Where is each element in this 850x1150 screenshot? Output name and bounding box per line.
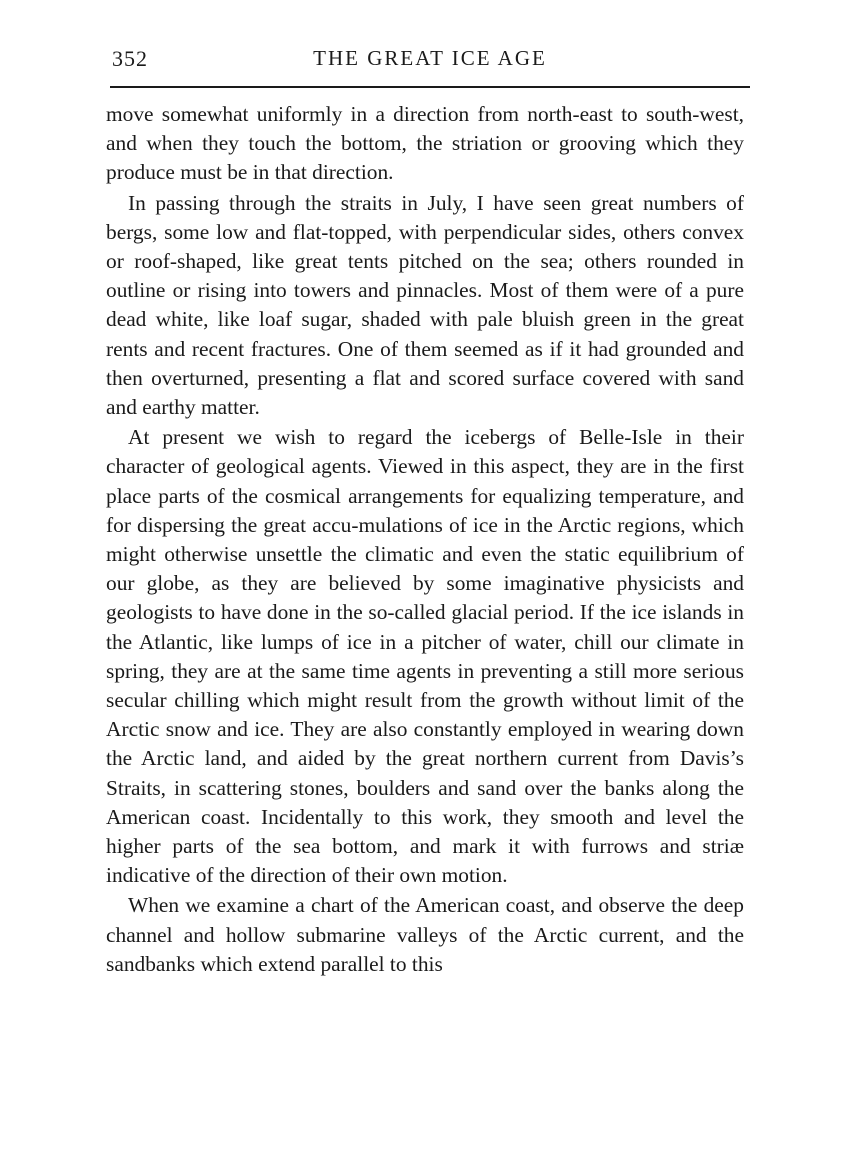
page-number: 352: [112, 46, 148, 71]
paragraph-continued: move somewhat uniformly in a direction from north-east to south-west, and when they touch the bottom, the striation or grooving which they produce must be in that direction.: [106, 102, 744, 185]
running-title: THE GREAT ICE AGE: [313, 46, 547, 70]
paragraph-chart: When we examine a chart of the American coast, and observe the deep channel and hollow submarine valleys of the Arctic current, and the sandbanks which extend parallel to this: [106, 893, 744, 976]
paragraph-bergs: In passing through the straits in July, I have seen great numbers of bergs, some low and flat-topped, with perpendicular sides, others convex or roof-shaped, like great tents pitched on the sea; others rounded in outline or rising into towers and pinnacles. Most of them were of a pure dead white, like loaf sugar, shaded with pale bluish green in the great rents and recent fractures. One of them seemed as if it had grounded and then overturned, presenting a flat and scored surface covered with sand and earthy matter.: [106, 190, 744, 420]
body-text: [106, 100, 744, 979]
page-header: [112, 46, 748, 80]
header-rule: [110, 86, 750, 88]
paragraph-geological-agents: At present we wish to regard the icebergs of Belle-Isle in their character of geological agents. Viewed in this aspect, they are in the first place parts of the cosmical arrangements for equalizing temperature, and for dispersing the great accu-mulations of ice in the Arctic regions, which might otherwise unsettle the climatic and even the static equilibrium of our globe, as they are believed by some imaginative physicists and geologists to have done in the so-called glacial period. If the ice islands in the Atlantic, like lumps of ice in a pitcher of water, chill our climate in spring, they are at the same time agents in preventing a still more serious secular chilling which might result from the growth without limit of the Arctic snow and ice. They are also constantly employed in wearing down the Arctic land, and aided by the great northern current from Davis’s Straits, in scattering stones, boulders and sand over the banks along the American coast. Incidentally to this work, they smooth and level the higher parts of the sea bottom, and mark it with furrows and striæ indicative of the direction of their own motion.: [106, 425, 744, 888]
